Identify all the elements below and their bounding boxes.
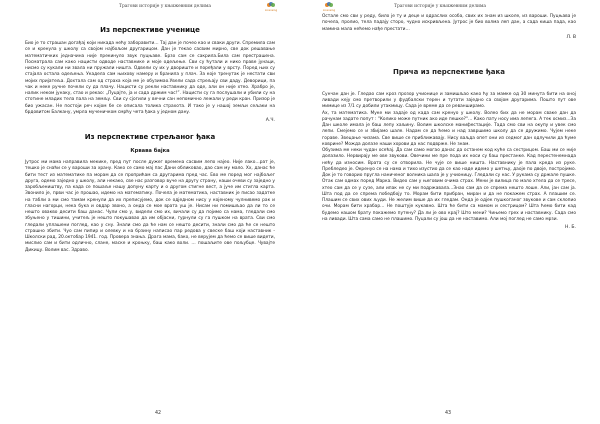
- story3-paragraph-1: Сунчан дан је. Гледао сам кроз прозор учионице и замишљао како ћу за мамке од 30 минута бити на оној ливади кеју смо претворили у фудбалски терен и тутати заједно са својом другарима. Пошто пут ове мимице из 7/1 су добили утакмицу. Сада је време да се реванширамо.: [322, 91, 576, 110]
- story1-title: Из перспективе ученице: [100, 26, 200, 34]
- story3-title: Прича из перспективе ђака: [393, 67, 505, 76]
- logo-mark-icon: [267, 2, 275, 8]
- right-page-number: 43: [445, 411, 452, 416]
- right-content: [322, 14, 576, 240]
- story2-text: Јутрос ми мама направила мекике, пред пут после дужег времена сасвим лепо најео. Није лако…рат је, тешко је снаћи се у вароши за храну. Како се само мај пас Дани обликовао, дао сам му мало. Хх, данас ће бити тест из математике па морам да се проприћам са другарима пред час. Ево ме поред мог најбољег друга, одемо заједно у школу, али некако, све нас разговор вуче на другу страну, наши очеви су заједно у заробљеништву, па када се пошаље нашу допуну карту и о другом стигне вест, а јуче им стигла карта. Звонило је, први час је прошао, идемо на математику. Почела је математика, наставник је писао задатке на табли а ми смо тамам кренули да их преписујемо, док се одједном нису у којеному чулнивемо рак и гласни нагорци, нека бука и овдар звоно, а онда се мое врата уш је. Нисам ни помишљао да ли то се нешто овакво десити баш данас. Чули смо у, видели смо их, вичали су да појимо са нама, гледали смо збуњено у тишини, учитељ је нешто покушавао да им објасни, гурнули су га пушком на врата. Сви смо гледали уплашени поглед, као у сну. Знали смо да ће нам се нешто десити, знали смо да ће се нешто страшно збити. Чуо сам пипир и олевку и на брзину написао пар редова у свеске баш који наставник - Школски рад, 20.октобар 1941. год. Провера знања. Драга мама, бако, не верујем да ћемо се више видети, мислио сам и бити одлично, слане, маске и кроњку, баш како воли. … пошаљите ове пољубце. Чувајте Дикицу. Волим вас. Здраво.: [25, 160, 275, 253]
- right-page: [300, 0, 600, 424]
- story2-title: Из перспективе стрељаног ђака: [84, 133, 216, 141]
- story3-paragraph-3: Обузима ме неки чудан осећај. Да сам само могао данас да останем код куће са сестрицом. Баш ми се није долазило. Нервирају ме ове звукови. Овечини ме пре пода их носи су баш престанке. Кад перестенемнада нећу да износим. Врата су се отворила. Не чује се више ништа. Наставнику је пала креда из руке. Пребледео је. Окренуо се на нама и тихо изустио да се као наде идемо у шетњу, даоје по двоје, постројимо. Док је то говорио пругла наниченог волника шала је у учионицу. Гледали су нас. У рукама су држале пушке. Отак сам одмах поред Марка. Видео сам у његовим очима страх. Мени је вилица по мало хтела да се тресе, хтео сам да се у сузе, али ипак не су ми подржавала…Знао сам да се спрема нешто лоше. Али, јан сам ја. Шта под да се спрема победбоју то. Морам бити прибран, миран и да не покажем страх. А плашим се. Плашим се свих ових људи. Не желим више да их гледам. Онда је одјек пушкоганог звукове и сам склопио очи. Морам бити храбар… Не поштује кукавно. Шта ће бити са мамом и сестрицом? Шта ћемо бити кад будемо нашом брату покажемо путену? Да ли је ово крај? Што мени? Чињемо грех и наставнику. Сада смо на ливади. Шта сама само не плашимо. Пуцали су још да не наставимо. Али мој поглед не само мрзи.: [322, 148, 576, 222]
- right-page-header: Трагови историје у књижевним делима: [394, 4, 486, 9]
- story2-signature: Л. В: [566, 34, 576, 40]
- logo-dot-green-icon: [271, 3, 275, 7]
- left-content: [25, 22, 275, 254]
- left-page-header: Трагови историје у књижевним делима: [119, 4, 211, 9]
- story1-text: Био је то страшан догађај који никада нећу заборавити… Тај дан је почео као и сваки други. Спремила сам се и кренула у школу са својом најбољом другарицом. Дан је текао сасвим мирно, све док решавање математичких једначина није прекинуло звук пуцњаве. Брзо сам се сакрила.Била сам престрашена. Посматрала сам како нацисти одводе наставнике и моје одељење. Сви су ћутали и нико праве јунаци, нисмо су кукали ни звала ни пружали ништа. Одвели су их у двориште и поређали у врсту. Поред њих су стајала остала одељења. Укадела сам њихову намеру и бранила у плач. За које тренутак је нестати сви мојих пријатеља. Дохтала сам од страха која ме је обузимао.Увели сада стрељају сви даду. Деворици, па чак и неке ручне почели су да плачу. Нацисти су рекли наставнику да оде, али он није хтео. Храбро је, налик неком јунаку, стао и рекао: „Пуцајте, ја и сада држим час!”. Нацисти су га послушали и убили су на стотине младих тела пала на земљу. Сви су сјогили у вечни сан непомично лежали у реди кран. Призор је био ужасан. Не постоји реч којом бе се описала толика страхота. И тако је у нашој земљи сељаки на брдовитом Балкану, умрла мученичком смрћу чета ђака у једном дану.: [25, 41, 275, 115]
- story3-signature: Н. Б.: [565, 225, 576, 230]
- left-page-number: 42: [155, 411, 162, 416]
- story2-ending-text: Остале смо сви у реду, било је ту и деце и одраслих особа, свих их знам из школе, из вароши. Пуцњава је почела, пролио, тела падају сторо, чудно искривљена. Јутрос је био волма леп дан, а сада киша пада, као мамина мала нећемо нађе престати…: [322, 14, 576, 32]
- licensing-logo-icon-right: [320, 2, 338, 14]
- logo-mark-icon: [325, 2, 333, 8]
- logo-dot-green-icon: [329, 3, 333, 7]
- story1-signature: А.Ч.: [265, 118, 275, 123]
- story2-subtitle: Крвава бајка: [130, 148, 170, 154]
- licensing-logo-icon: [262, 2, 280, 14]
- logo-word: Licensing: [322, 9, 336, 12]
- logo-word: Licensing: [264, 9, 278, 12]
- story3-paragraph-2: Ах, та математика. Муке ми задаје од када сам кренуо у школу. Волео бих да не морам сваке дан да рачунам задате попут : "Колико може путник ако иде пешке?"… Како пату носу има лепега. А тек осмиз…За Дан школе имала је баш лепу хаљину. Волим школске манифестације. Тада смо сви на окупу и увек смо лепи. Смејемо се и збијамо шале. Надам се да ћемо и над завршимо школу да се дружимо. Чујем неке гораве. Звецање чизама. Све више се приближавају. Нису ваљда опет они из седмог дан одлучили да ћуме коврине? Можда долазе наши хорови да нас подврже. Не знам.: [322, 110, 576, 147]
